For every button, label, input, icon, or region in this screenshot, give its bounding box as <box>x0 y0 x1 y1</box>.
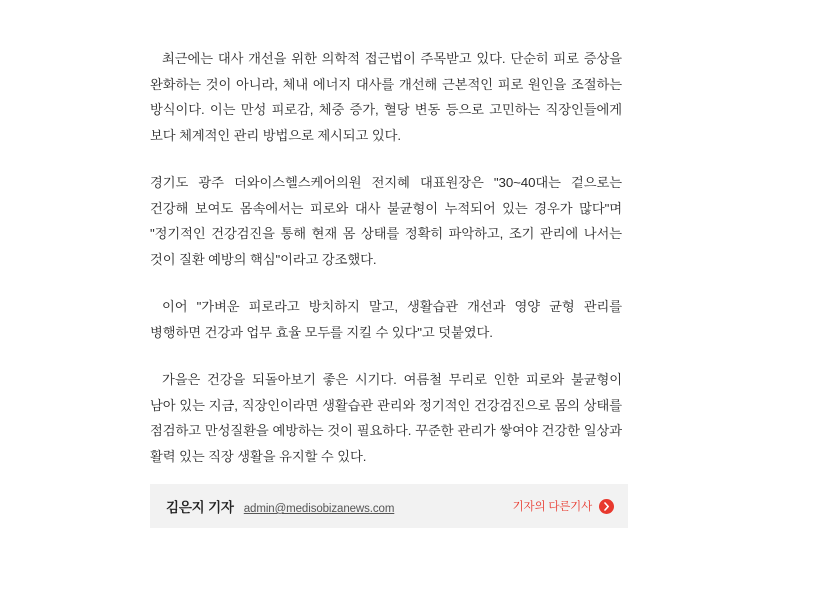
byline-reporter-info <box>150 496 513 516</box>
article-body <box>150 46 622 469</box>
article-paragraph: 가을은 건강을 되돌아보기 좋은 시기다. 여름철 무리로 인한 피로와 불균형이 남아 있는 지금, 직장인이라면 생활습관 관리와 정기적인 건강검진으로 몸의 상태를 점검하고 만성질환을 예방하는 것이 필요하다. 꾸준한 관리가 쌓여야 건강한 일상과 활력 있는 직장 생활을 유지할 수 있다. <box>150 372 622 464</box>
reporter-email-link[interactable]: admin@medisobizanews.com <box>243 503 395 515</box>
arrow-right-icon[interactable] <box>599 499 614 514</box>
article-paragraph: 경기도 광주 더와이스헬스케어의원 전지혜 대표원장은 "30~40대는 겉으로는 건강해 보여도 몸속에서는 피로와 대사 불균형이 누적되어 있는 경우가 많다"며 "정기적인 건강검진을 통해 현재 몸 상태를 정확히 파악하고, 조기 관리에 나서는 것이 질환 예방의 핵심"이라고 강조했다. <box>150 175 622 267</box>
reporter-name: 김은지 기자 <box>166 500 234 515</box>
byline-bar <box>150 484 628 528</box>
other-articles-link[interactable] <box>513 498 628 514</box>
article-paragraph: 이어 "가벼운 피로라고 방치하지 말고, 생활습관 개선과 영양 균형 관리를 병행하면 건강과 업무 효율 모두를 지킬 수 있다"고 덧붙였다. <box>150 299 622 340</box>
article-paragraph: 최근에는 대사 개선을 위한 의학적 접근법이 주목받고 있다. 단순히 피로 증상을 완화하는 것이 아니라, 체내 에너지 대사를 개선해 근본적인 피로 원인을 조절하는 방식이다. 이는 만성 피로감, 체중 증가, 혈당 변동 등으로 고민하는 직장인들에게 보다 체계적인 관리 방법으로 제시되고 있다. <box>150 51 622 143</box>
other-articles-label: 기자의 다른기사 <box>512 501 592 513</box>
